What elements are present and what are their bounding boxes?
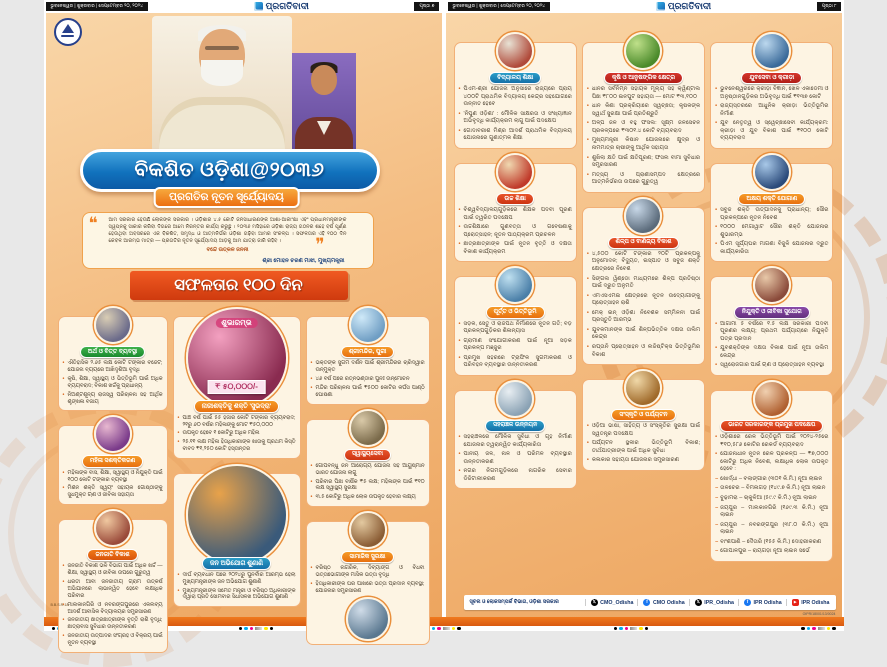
masthead-strip bbox=[44, 0, 844, 13]
bullet-item: • ସଡ଼କ, ସେତୁ ଓ ରାଜପଥ ନିର୍ମାଣରେ ନୂତନ ଗତି; ବଡ଼ ପ୍ରକଳ୍ପଗୁଡ଼ିକର ଶିଳାନ୍ୟାସ bbox=[459, 321, 572, 336]
bullet-item: • ଉଚ୍ଚଶିକ୍ଷାରେ ଗୁଣବତ୍ତା ଓ ଗବେଷଣାକୁ ପ୍ରୋତ୍ସାହନ; ନୂତନ ପାଠ୍ୟକ୍ରମ ପ୍ରଚଳନ bbox=[459, 224, 572, 239]
social-badge bbox=[637, 599, 684, 606]
odisha-emblem-icon bbox=[54, 18, 82, 46]
main-title-banner: ବିକଶିତ ଓଡ଼ିଶା@୨୦୩୬ bbox=[80, 149, 380, 192]
hundred-days-banner: ସଫଳତାର ୧୦୦ ଦିନ bbox=[130, 271, 348, 300]
bullet-item: • ଛାତ୍ରଛାତ୍ରୀଙ୍କ ପାଇଁ ନୂତନ ବୃତ୍ତି ଓ ଦକ୍ଷତା ବିକାଶ କାର୍ଯ୍ୟକ୍ରମ bbox=[459, 241, 572, 256]
bullet-item: • ଧରତୀ ଆବା ଜନଜାତୀୟ ଗ୍ରାମ ଉତ୍କର୍ଷ ଅଭିଯାନରେ ଲାଭାନ୍ୱିତ ହେବେ ଲକ୍ଷାଧିକ ପରିବାର bbox=[63, 579, 163, 600]
bullet-item: • ବିଶ୍ୱବିଦ୍ୟାଳୟଗୁଡ଼ିକରେ ଶିକ୍ଷକ ପଦବୀ ପୂରଣ ପାଇଁ ତ୍ୱରିତ ପଦକ୍ଷେପ bbox=[459, 207, 572, 222]
uchha-sikshya-photo bbox=[496, 153, 534, 191]
section-jana-abhijoga bbox=[173, 473, 301, 607]
section-bullets bbox=[311, 360, 425, 398]
date-box: ଭୁବନେଶ୍ୱର | ଶୁକ୍ରବାର | ସେପ୍ଟେମ୍ବର ୨୦, ୨୦୨୪ bbox=[46, 2, 149, 11]
masthead-title: ପ୍ରଗତିବାଦୀ bbox=[266, 1, 309, 12]
section-title: ଉଚ୍ଚ ଶିକ୍ଷା bbox=[496, 193, 533, 205]
bullet-item: • ଧାନ କିଣା ପ୍ରକ୍ରିୟାରେ ସ୍ୱଚ୍ଛତା; କୃଷକଙ୍କ ସ୍ୱାର୍ଥ ସୁରକ୍ଷା ପାଇଁ ପ୍ରତିଶ୍ରୁତି bbox=[587, 103, 700, 118]
section-title: ସ୍ୱାସ୍ଥ୍ୟସେବା bbox=[344, 449, 391, 461]
bullet-item: • ଆଗାମୀ ୫ ବର୍ଷରେ ୧.୫ ଲକ୍ଷ ସରକାରୀ ପଦବୀ ପୂରଣର ଲକ୍ଷ୍ୟ; ପ୍ରଥମ ପର୍ଯ୍ୟାୟରେ ନିଯୁକ୍ତି ପତ୍ର ପ୍ରଦାନ bbox=[715, 321, 828, 344]
section-srimandira-puri bbox=[306, 316, 430, 405]
social-handle: IPR Odisha bbox=[753, 600, 781, 606]
registration-mark-cluster bbox=[614, 627, 649, 631]
section-bullets bbox=[715, 86, 828, 143]
bullet-item: • ମନ୍ଦିର ପରିଚାଳନା ପାଇଁ ₹୫୦୦ କୋଟିର କର୍ପସ ପାଣ୍ଠି ଘୋଷଣା bbox=[311, 385, 425, 399]
section-bullets bbox=[715, 321, 828, 370]
project-item: – ଖୋର୍ଦ୍ଧା – ବଲାଙ୍ଗୀର (୩୦୧ କି.ମି.) ନୂଆ ଲାଇନ bbox=[715, 476, 828, 484]
section-bullets bbox=[459, 86, 572, 143]
section-title: ଯୁବସେବା ଓ କ୍ରୀଡ଼ା bbox=[741, 72, 802, 84]
bullet-item: • ୪,୫୦୦ କୋଟି ଟଙ୍କାର ୨୦ଟି ପ୍ରକଳ୍ପକୁ ଅନୁମୋଦନ; ବିଦ୍ୟୁତ, ଇସ୍ପାତ ଓ ସବୁଜ ଶକ୍ତି କ୍ଷେତ୍ରରେ ନିବେଶ bbox=[587, 251, 700, 274]
bullet-item: • ଯୁବଶକ୍ତିଙ୍କ ଦକ୍ଷତା ବିକାଶ ପାଇଁ ନୂଆ ତାଲିମ କେନ୍ଦ୍ର bbox=[715, 345, 828, 360]
bullet-item: • ପର୍ଯ୍ୟଟନ ସ୍ଥଳୀର ଭିତ୍ତିଭୂମି ବିକାଶ; ତୀର୍ଥଯାତ୍ରୀଙ୍କ ପାଇଁ ଅଧିକ ସୁବିଧା bbox=[587, 440, 700, 455]
section-title: ସଂସ୍କୃତି ଓ ପର୍ଯ୍ୟଟନ bbox=[611, 409, 675, 421]
janajati-bikash-photo bbox=[94, 509, 132, 547]
bullet-item: • ମୁଖ୍ୟମନ୍ତ୍ରୀ କିଷାନ ଯୋଜନାରେ କ୍ଷୁଦ୍ର ଓ ନାମମାତ୍ର ଚାଷୀଙ୍କୁ ଆର୍ଥିକ ସହାୟତା bbox=[587, 137, 700, 152]
section-bullets bbox=[63, 470, 163, 500]
close-quote-icon: ❞ bbox=[315, 237, 324, 254]
section-swasthya-seba bbox=[306, 419, 430, 508]
project-item: – ଜୟପୁର – ନବରଙ୍ଗପୁର (୩୮.୦ କି.ମି.) ନୂଆ ଲାଇନ bbox=[715, 522, 828, 537]
bullet-item: • ଓଡ଼ିଆ ଭାଷା, ସାହିତ୍ୟ ଓ ସଂସ୍କୃତିର ସୁରକ୍ଷା ପାଇଁ ସ୍ୱତନ୍ତ୍ର ପଦକ୍ଷେପ bbox=[587, 423, 700, 438]
section-title: କୃଷି ଓ ଆନୁଷଙ୍ଗିକ କ୍ଷେତ୍ର bbox=[604, 72, 683, 84]
bullet-item: • ଶୁଖିଲା କ୍ଷତି ପାଇଁ କ୍ଷତିପୂରଣ; ଫସଲ ବୀମା ସୁବିଧାର ସମ୍ପ୍ରସାରଣ bbox=[587, 155, 700, 170]
bullet-item: • ମହିଳାଙ୍କ ବାସ, ଶିକ୍ଷା, ସ୍ୱାସ୍ଥ୍ୟ ଓ ନିଯୁକ୍ତି ପାଇଁ ୧୦୦ କୋଟି ଟଙ୍କାର ବ୍ୟବସ୍ଥା bbox=[63, 470, 163, 484]
bidyalaya-sikshya-photo bbox=[496, 32, 534, 70]
masthead-title: ପ୍ରଗତିବାଦୀ bbox=[668, 1, 711, 12]
arch-text: ଶୁଭାରମ୍ଭ bbox=[215, 318, 257, 328]
section-bullets bbox=[311, 463, 425, 501]
social-handle: CMO_Odisha bbox=[600, 600, 633, 606]
project-item: – ତାଳଚେର – ବିମଳାଗଡ଼ (୧୪୯.୭ କି.ମି.) ନୂଆ ଲାଇନ bbox=[715, 485, 828, 493]
masthead-logo-icon bbox=[254, 2, 263, 11]
section-title: ଅକ୍ଷୟ ଶକ୍ତି ଯୋଗାଣ bbox=[738, 193, 805, 205]
bullet-item: • ଭକ୍ତଙ୍କ ସୁଗମ ଦର୍ଶନ ପାଇଁ ଶ୍ରୀମନ୍ଦିରର ଚାରିଦ୍ୱାର ଉନ୍ମୁକ୍ତ bbox=[311, 360, 425, 374]
bullet-item: • 'ନିପୁଣ ଓଡ଼ିଶା' : ମୌଳିକ ସାକ୍ଷରତା ଓ ସଂଖ୍ୟାଜ୍ଞାନ ଅଭିବୃଦ୍ଧି କାର୍ଯ୍ୟକ୍ରମ ଲାଗୁ ପାଇଁ ପଦକ୍ଷେପ bbox=[459, 111, 572, 126]
facebook-icon: f bbox=[744, 599, 751, 606]
samajika-suraksha-photo bbox=[349, 511, 387, 549]
social-badge bbox=[786, 599, 830, 606]
column bbox=[173, 303, 301, 614]
section-silpa-banijya bbox=[582, 207, 705, 365]
print-imprint: B.B.S.R-18 bbox=[51, 603, 69, 607]
section-bidyalaya-sikshya bbox=[454, 42, 577, 149]
bullet-item: • ୩.୫ କୋଟିରୁ ଅଧିକ ଲୋକ ଉପକୃତ ହେବାର ଲକ୍ଷ୍ୟ bbox=[311, 494, 425, 501]
page-number-box: ପୃଷ୍ଠା ୭ bbox=[414, 2, 439, 11]
section-bullets bbox=[715, 207, 828, 256]
column bbox=[306, 303, 430, 614]
krushi-photo bbox=[624, 32, 662, 70]
column bbox=[58, 303, 168, 614]
section-bullets bbox=[459, 434, 572, 483]
bullet-item: • ଐତିହାସିକ ୨.୬୫ ଲକ୍ଷ କୋଟି ଟଙ୍କାର ବଜେଟ; ଯୋଜନା ବ୍ୟୟରେ ଆଖିଦୃଶିଆ ବୃଦ୍ଧି bbox=[63, 360, 163, 374]
bullet-item: • ହିତାଧିକାରୀଙ୍କ ଘର ପାଖରେ ଭତ୍ତା ପ୍ରଦାନ ବ୍ୟବସ୍ଥା; ଯୋଜନାର ସମ୍ପ୍ରସାରଣ bbox=[311, 581, 425, 595]
section-bullets bbox=[311, 565, 425, 595]
registration-mark-cluster bbox=[801, 627, 836, 631]
footer-bar bbox=[464, 595, 836, 610]
bullet-item: • ବରିଷ୍ଠ ନାଗରିକ, ଦିବ୍ୟାଙ୍ଗ ଓ ବିଧବା ଭତ୍ତାଭୋଗୀଙ୍କ ମାସିକ ଭତ୍ତା ବୃଦ୍ଧି bbox=[311, 565, 425, 579]
section-bullets bbox=[587, 423, 700, 465]
print-imprint: OIPR/18001/13/0024 bbox=[803, 612, 836, 616]
bullet-item: • ଯୁବକମାନଙ୍କ ପାଇଁ ଶିଳ୍ପଭିତ୍ତିକ ଦକ୍ଷତା ତାଲିମ କେନ୍ଦ୍ର bbox=[587, 327, 700, 342]
bullet-item: • ଅଳ୍ପ ଜଳ ଓ ବହୁ ଫସଲ: ସୂକ୍ଷ୍ମ ଜଳସେଚନ ପ୍ରକଳ୍ପରେ ₹୩୦୧.୪ କୋଟି ବ୍ୟୟବରାଦ bbox=[587, 120, 700, 135]
bullet-item: • ନଗର ନିଗମଗୁଡ଼ିକରେ ନାଗରିକ ସେବାର ଡିଜିଟାଲୀକରଣ bbox=[459, 468, 572, 483]
x-icon: 𝕏 bbox=[695, 599, 702, 606]
masthead-logo-icon bbox=[656, 2, 665, 11]
sanskruti-paryatana-photo bbox=[624, 369, 662, 407]
left-page-columns bbox=[58, 303, 430, 614]
project-item: – ଜୟପୁର – ମାଲକାନଗିରି (୧୬୯.୩ କି.ମି.) ନୂଆ ଲାଇନ bbox=[715, 505, 828, 520]
bullet-item: • ମେକ୍ ଇନ୍ ଓଡ଼ିଶା ନିବେଶକ ସମ୍ମିଳନୀ ପାଇଁ ପ୍ରସ୍ତୁତି ଆରମ୍ଭ bbox=[587, 310, 700, 325]
bullet-item: • ଧାନର ସର୍ବନିମ୍ନ ସହାୟକ ମୂଲ୍ୟ ସହ କ୍ୱିଣ୍ଟାଲ ପିଛା ₹୮୦୦ ଇନପୁଟ ସହାୟତା — ମୋଟ ₹୩,୧୦୦ bbox=[587, 86, 700, 101]
page-right-header bbox=[448, 0, 842, 13]
section-bullets bbox=[178, 572, 296, 602]
page-left bbox=[46, 13, 442, 617]
bullet-item: • ଗ୍ରାମୀଣ ସଂଯୋଗୀକରଣ ପାଇଁ ନୂଆ ସଡ଼କ ପ୍ରକଳ୍ପ ମଞ୍ଜୁର bbox=[459, 338, 572, 353]
bullet-item: • ପିଏମ ସୂର୍ଯ୍ୟଘର ମାଗଣା ବିଜୁଳି ଯୋଜନାର ଦ୍ରୁତ କାର୍ଯ୍ୟକାରିତା bbox=[715, 241, 828, 256]
bullet-item: • ସବୁଜ ଶକ୍ତି ଉତ୍ପାଦନକୁ ପ୍ରାଧାନ୍ୟ; ସୌର ପ୍ରକଳ୍ପରେ ନୂତନ ନିବେଶ bbox=[715, 207, 828, 222]
section-bullets bbox=[587, 86, 700, 187]
social-handle: IPR_Odisha bbox=[704, 600, 734, 606]
bullet-item: • କୃଷି, ଶିକ୍ଷା, ସ୍ୱାସ୍ଥ୍ୟ ଓ ଭିତ୍ତିଭୂମି ପାଇଁ ଅଧିକ ବ୍ୟୟବରାଦ; ବିକାଶ ଖର୍ଚ୍ଚକୁ ପ୍ରାଧାନ୍ୟ bbox=[63, 376, 163, 390]
section-title: ନିଯୁକ୍ତି ଓ ଜୀବିକା ସୁଯୋଗ bbox=[734, 306, 810, 318]
bullet-item: • ଜନଜାତୀୟ ଛାତ୍ରଛାତ୍ରୀଙ୍କ ବୃତ୍ତି ରାଶି ବୃଦ୍ଧି; ଛାତ୍ରାବାସ ସୁବିଧାର ଉନ୍ନତୀକରଣ bbox=[63, 617, 163, 631]
project-item: – ବୁଢ଼ାମରା – ଚାକୁଳିଆ (୫୯.୯ କି.ମି.) ନୂଆ ଲାଇନ bbox=[715, 495, 828, 503]
right-page-columns bbox=[454, 29, 834, 603]
section-bullets bbox=[459, 207, 572, 256]
section-title: ଶିଳ୍ପ ଓ ବାଣିଜ୍ୟ ବିକାଶ bbox=[608, 237, 680, 249]
bullet-item: • ମିଶନ ଶକ୍ତି ସ୍ୱୟଂ ସହାୟକ ଗୋଷ୍ଠୀଙ୍କୁ ସୁଧମୁକ୍ତ ଋଣ ଓ ଜୀବିକା ସହାୟତା bbox=[63, 485, 163, 499]
bullet-item: • ଯୁବ ନେତୃତ୍ୱ ଓ ସ୍ୱେଚ୍ଛାସେବୀ କାର୍ଯ୍ୟକ୍ରମ: କ୍ରୀଡ଼ା ଓ ଯୁବ ବିକାଶ ପାଇଁ ₹୧୦୦ କୋଟି ବ୍ୟୟବରାଦ bbox=[715, 120, 828, 143]
section-bullets bbox=[178, 415, 296, 453]
bullet-item: • ପ୍ରମୁଖ ସହରରେ ଟ୍ରାଫିକ ସୁଗମୀକରଣ ଓ ପରିବହନ ବ୍ୟବସ୍ଥାର ଉନ୍ନତୀକରଣ bbox=[459, 355, 572, 370]
section-bullets bbox=[587, 251, 700, 359]
swasthya-seba-photo bbox=[349, 409, 387, 447]
section-bullets bbox=[459, 321, 572, 370]
social-handle: CMO Odisha bbox=[653, 600, 685, 606]
section-title: ଜନ ଅଭିଯୋଗ ଶୁଣାଣି bbox=[202, 557, 271, 570]
newspaper-spread bbox=[44, 0, 844, 631]
column bbox=[454, 29, 577, 603]
bullet-item: • ସିଙ୍ଗଲ ୱିଣ୍ଡୋ ମାଧ୍ୟମରେ ଶିଳ୍ପ ପ୍ରତିଷ୍ଠା ପାଇଁ ଦ୍ରୁତ ଅନୁମତି bbox=[587, 276, 700, 291]
bullet-item: • ଜନଜାତୀୟ ଉତ୍ପାଦର ସଂଗ୍ରହ ଓ ବିକ୍ରୟ ପାଇଁ ନୂତନ ବ୍ୟବସ୍ଥା bbox=[63, 633, 163, 647]
section-bharat-sarkar bbox=[710, 390, 833, 562]
section-title: ଜନଜାତି ବିକାଶ bbox=[87, 549, 137, 561]
section-title: ସାମାଜିକ ସୁରକ୍ଷା bbox=[341, 551, 393, 563]
bullet-item: • ମୁଖ୍ୟମନ୍ତ୍ରୀଙ୍କ ସମେତ ମନ୍ତ୍ରୀ ଓ ବରିଷ୍ଠ ଅଧିକାରୀଙ୍କ ଦ୍ୱାରା ପ୍ରତି ସୋମବାର ସିଧାସଳଖ ଅଭିଯୋଗ ଶୁଣାଣି bbox=[178, 588, 296, 602]
section-title: ମହିଳା ସଶକ୍ତିକରଣ bbox=[82, 455, 143, 467]
section-bullets bbox=[63, 360, 163, 405]
bullet-item: • ଓଡ଼ିଶାରେ ରେଳ ଭିତ୍ତିଭୂମି ପାଇଁ ୨୦୨୪-୨୫ରେ ₹୧୦,୫୮୬ କୋଟିର ରେକର୍ଡ ବ୍ୟୟବରାଦ bbox=[715, 434, 828, 449]
section-mahila-sashaktikarana bbox=[58, 425, 168, 505]
project-item: – ବାଂଶପାଣି – ଦୈତାରି (୧୫୫ କି.ମି.) ଦୋହରୀକରଣ bbox=[715, 539, 828, 547]
cm-quote-box bbox=[82, 212, 374, 269]
section-artha-bitta bbox=[58, 316, 168, 411]
social-badges bbox=[585, 599, 830, 606]
youtube-icon: ▶ bbox=[792, 599, 799, 606]
social-badge bbox=[689, 599, 734, 606]
bullet-item: • ଏମଏସଏମଇ କ୍ଷେତ୍ରରେ ନୂତନ ଉଦ୍ୟୋଗୀଙ୍କୁ ପ୍ରୋତ୍ସାହନ ରାଶି bbox=[587, 293, 700, 308]
quote-text: ଆମ ସରକାର ହେଉଛି ଲୋକଙ୍କ ସରକାର । ଓଡ଼ିଶାର ୪.୫ କୋଟି ଜନସାଧାରଣଙ୍କ ଆଶା-ଆକାଂକ୍ଷା ଏବଂ ପ୍ରଧାନମନ୍ତ୍ରୀଙ୍କ ସ୍ୱପ୍ନକୁ ସାକାର କରିବା ଦିଗରେ ଆମେ ନିରନ୍ତର କାର୍ଯ୍ୟ କରୁଛୁ । ୨୦୩୬ ମସିହାରେ ଓଡ଼ିଶା ରାଜ୍ୟ ଗଠନର ଶହେ ବର୍ଷ ପୂର୍ଣ୍ଣ ହେଉଥିବା ଅବସରରେ ଏକ ବିକଶିତ, ସମୃଦ୍ଧ ଓ ଆତ୍ମନିର୍ଭର ଓଡ଼ିଶା ଗଢ଼ିବା ଆମର ସଂକଳ୍ପ । ସଫଳତାର ଏହି ୧୦୦ ଦିନ କେବଳ ଆରମ୍ଭ ମାତ୍ର — ପ୍ରଗତିର ନୂତନ ସୂର୍ଯ୍ୟୋଦୟ ଆଡ଼କୁ ଆମ ଯାତ୍ରା ଜାରି ରହିବ । bbox=[109, 217, 347, 246]
section-title: ଅର୍ଥ ଓ ବିତ୍ତ ବ୍ୟବସ୍ଥା bbox=[80, 346, 145, 358]
subtitle-banner: ପ୍ରଗତିର ନୂତନ ସୂର୍ଯ୍ୟୋଦୟ bbox=[153, 187, 300, 208]
column bbox=[710, 29, 833, 603]
bullet-item: • ସ୍ୱରୋଜଗାର ପାଇଁ ଋଣ ଓ ପ୍ରୋତ୍ସାହନ ବ୍ୟବସ୍ଥା bbox=[715, 362, 828, 370]
page-number-box: ପୃଷ୍ଠା ୮ bbox=[817, 2, 842, 11]
section-subhadra bbox=[173, 316, 301, 459]
bullet-item: • ପାଞ୍ଚ ବର୍ଷ ପାଇଁ ୫୫ ହଜାର କୋଟି ଟଙ୍କାର ବ୍ୟୟବରାଦ; ୨୧ରୁ ୬୦ ବର୍ଷର ମହିଳାଙ୍କୁ ମୋଟ ₹୫୦,୦୦୦ bbox=[178, 415, 296, 429]
section-krushi bbox=[582, 42, 705, 193]
quote-attribution: ଶ୍ରୀ ମୋହନ ଚରଣ ମାଝୀ, ମୁଖ୍ୟମନ୍ତ୍ରୀ bbox=[262, 258, 344, 265]
bullet-item: • କଳାକାର ସହାୟତା ଯୋଜନାର ସମ୍ପ୍ରସାରଣ bbox=[587, 457, 700, 465]
section-bullets bbox=[63, 563, 163, 647]
bharat-sarkar-photo bbox=[753, 380, 791, 418]
section-title: ପୂର୍ତ୍ତ ଓ ଭିତ୍ତିଭୂମି bbox=[486, 306, 545, 318]
srimandira-puri-photo bbox=[349, 306, 387, 344]
social-badge bbox=[738, 599, 782, 606]
section-title: ଶ୍ରୀମନ୍ଦିର, ପୁରୀ bbox=[341, 346, 395, 358]
bullet-item: • ୧୦୦୦ ମେଗାୱାଟ ସୌର ଶକ୍ତି ଯୋଜନାର ଶୁଭାରମ୍ଭ bbox=[715, 224, 828, 239]
jana-abhijoga-photo bbox=[186, 464, 288, 566]
column bbox=[582, 29, 705, 603]
social-badge bbox=[585, 599, 634, 606]
bullet-item: • ଯୋଜନାଧୀନ ନୂତନ ରେଳ ପ୍ରକଳ୍ପ — ₹୭,୦୦୦ କୋଟିରୁ ଅଧିକ ନିବେଶ, ଲକ୍ଷାଧିକ ଲୋକ ଉପକୃତ ହେବେ : bbox=[715, 451, 828, 474]
department-label: ସୂଚନା ଓ ଲୋକସମ୍ପର୍କ ବିଭାଗ, ଓଡ଼ିଶା ସରକାର bbox=[470, 599, 559, 606]
subhadra-photo bbox=[186, 307, 288, 409]
cm-majhi-photo bbox=[292, 53, 356, 163]
bullet-item: • ରପ୍ତାନି ପ୍ରୋତ୍ସାହନ ଓ ଲଜିଷ୍ଟିକ୍ସ ଭିତ୍ତିଭୂମିର ବିକାଶ bbox=[587, 344, 700, 359]
section-title: ସହରାଞ୍ଚଳ ଉନ୍ନୟନ bbox=[485, 420, 545, 432]
pm-modi-photo bbox=[152, 16, 292, 163]
cheque-text: ₹ ୫୦,୦୦୦/- bbox=[207, 380, 266, 394]
bullet-item: • ସହରାଞ୍ଚଳରେ ମୌଳିକ ସୁବିଧା ଓ ଗୃହ ନିର୍ମାଣ ଯୋଜନାର ତ୍ୱରାନ୍ୱିତ କାର୍ଯ୍ୟକାରିତା bbox=[459, 434, 572, 449]
section-akshaya-shakti bbox=[710, 163, 833, 262]
project-item: – ଗୋପାଳପୁର – ରାୟଗଡ଼ା ନୂଆ ଲାଇନ ସର୍ଭେ bbox=[715, 548, 828, 556]
social-handle: IPR Odisha bbox=[801, 600, 829, 606]
masthead bbox=[656, 1, 711, 12]
bullet-item: • ପରିବାର ପିଛା ବାର୍ଷିକ ₹୫ ଲକ୍ଷ; ମହିଳାଙ୍କ ପାଇଁ ₹୧୦ ଲକ୍ଷ ସ୍ୱାସ୍ଥ୍ୟ ସୁରକ୍ଷା bbox=[311, 479, 425, 493]
section-yubaseba-krida bbox=[710, 42, 833, 149]
section-saharanchal-unnayan bbox=[454, 390, 577, 489]
silpa-banijya-photo bbox=[624, 197, 662, 235]
bullet-item: • ୨୫.୧୧ ଲକ୍ଷ ମହିଳା ହିତାଧିକାରୀଙ୍କ ଖାତାକୁ ପ୍ରଥମ କିସ୍ତି ବାବଦ ₹୧,୨୫୦ କୋଟି ହସ୍ତାନ୍ତର bbox=[178, 439, 296, 453]
registration-mark-cluster bbox=[239, 627, 274, 631]
bullet-item: • ନିଅଣ୍ଟଶୂନ୍ୟ ରାଜସ୍ୱ ପରିଚାଳନା ସହ ଆର୍ଥିକ ଶୃଙ୍ଖଳା ବଜାୟ bbox=[63, 392, 163, 406]
section-title: ବିଦ୍ୟାଳୟ ଶିକ୍ଷା bbox=[489, 72, 541, 84]
section-uchha-sikshya bbox=[454, 163, 577, 262]
bhittibhumi-photo bbox=[496, 266, 534, 304]
bullet-item: • ଦୀର୍ଘ ବ୍ୟବଧାନ ପରେ ୨୦୨୪ରୁ ପୁନର୍ବାର ଆରମ୍ଭ ହେଲା ମୁଖ୍ୟମନ୍ତ୍ରୀଙ୍କ ଜନ ଅଭିଯୋଗ ଶୁଣାଣି bbox=[178, 572, 296, 586]
section-samajika-suraksha bbox=[306, 521, 430, 645]
bullet-item: • ଉପକୃତ ହେବେ ୧ କୋଟିରୁ ଅଧିକ ମହିଳା bbox=[178, 430, 296, 437]
akshaya-shakti-photo bbox=[753, 153, 791, 191]
bullet-item: • ଜନଜାତି ବିକାଶ ଭଳି ବିଭାଗ ପାଇଁ ଅଧିକ ଖର୍ଚ୍ଚ — ଶିକ୍ଷା, ସ୍ୱାସ୍ଥ୍ୟ ଓ ଜୀବିକା ଉପରେ ଗୁରୁତ୍ୱ bbox=[63, 563, 163, 577]
bullet-item: • ରାଜ୍ୟସ୍ତରରେ ଆଧୁନିକ କ୍ରୀଡ଼ା ଭିତ୍ତିଭୂମିର ନିର୍ମାଣ bbox=[715, 103, 828, 118]
quote-signoff: ବନ୍ଦେ ଉତ୍କଳ ଜନନୀ bbox=[109, 247, 347, 254]
x-icon: 𝕏 bbox=[591, 599, 598, 606]
facebook-icon: f bbox=[643, 599, 650, 606]
section-nijukti-jibika bbox=[710, 276, 833, 375]
masthead bbox=[254, 1, 309, 12]
bullet-item: • ଗୋପବନ୍ଧୁ ଜନ ଆରୋଗ୍ୟ ଯୋଜନା ସହ ଆୟୁଷ୍ମାନ ଭାରତ ଯୋଜନା ଲାଗୁ bbox=[311, 463, 425, 477]
artha-bitta-photo bbox=[94, 306, 132, 344]
yubaseba-krida-photo bbox=[753, 32, 791, 70]
section-bhittibhumi bbox=[454, 276, 577, 375]
date-box: ଭୁବନେଶ୍ୱର | ଶୁକ୍ରବାର | ସେପ୍ଟେମ୍ବର ୨୦, ୨୦୨୪ bbox=[448, 2, 551, 11]
page-left-header bbox=[46, 0, 440, 13]
project-list bbox=[715, 476, 828, 556]
registration-mark-cluster bbox=[426, 627, 461, 631]
section-title: ନାରୀଶକ୍ତିକୁ ଶକ୍ତି 'ସୁଭଦ୍ରା' bbox=[194, 400, 279, 413]
page-right bbox=[446, 13, 842, 617]
section-title: ଭାରତ ସରକାରଙ୍କ ପ୍ରମୁଖ ପଦକ୍ଷେପ bbox=[720, 420, 823, 432]
open-quote-icon: ❝ bbox=[89, 216, 98, 233]
saharanchal-unnayan-photo bbox=[496, 380, 534, 418]
bullet-item: • ମତ୍ସ୍ୟ ଓ ପ୍ରାଣୀସମ୍ପଦ କ୍ଷେତ୍ରରେ ଆତ୍ମନିର୍ଭରତା ଉପରେ ଗୁରୁତ୍ୱ bbox=[587, 172, 700, 187]
section-janajati-bikash bbox=[58, 519, 168, 653]
bullet-item: • ମାଲକାନଗିରି ଓ ନବରଙ୍ଗପୁରରେ ଏକଲବ୍ୟ ଆଦର୍ଶ ଆବାସିକ ବିଦ୍ୟାଳୟର ସମ୍ପ୍ରସାରଣ bbox=[63, 602, 163, 616]
nijukti-jibika-photo bbox=[753, 266, 791, 304]
samajika-suraksha-photo-bottom bbox=[346, 597, 390, 641]
mahila-sashaktikarana-photo bbox=[94, 415, 132, 453]
bullet-item: • ଭୁବନେଶ୍ୱରରେ କ୍ରୀଡ଼ା ବିଜ୍ଞାନ, ଖେଳ ଏକାଡେମୀ ଓ ଅନୁଷ୍ଠାନଗୁଡ଼ିକର ଅଭିବୃଦ୍ଧି ପାଇଁ ₹୧୩୭ କୋଟି bbox=[715, 86, 828, 101]
section-bullets bbox=[715, 434, 828, 474]
bullet-item: • ପିଏମ-ଶ୍ରୀ ଯୋଜନା ଅନୁସାରେ ରାଜ୍ୟରେ ପ୍ରାୟ ୪୦୦ଟି ପ୍ରାଥମିକ ବିଦ୍ୟାଳୟ କେନ୍ଦ୍ର ସହଯୋଗରେ ଉନ୍ନୀତ ହେବେ bbox=[459, 86, 572, 109]
section-sanskruti-paryatana bbox=[582, 379, 705, 471]
bullet-item: • ପାନୀୟ ଜଳ, ନାଳ ଓ ପରିମଳ ବ୍ୟବସ୍ଥାର ଉନ୍ନତୀକରଣ bbox=[459, 451, 572, 466]
bullet-item: • ଗୋଦାବରୀଶ ମିଶ୍ର ଆଦର୍ଶ ପ୍ରାଥମିକ ବିଦ୍ୟାଳୟ ଯୋଜନାରେ ଗୁଣାତ୍ମକ ଶିକ୍ଷା bbox=[459, 128, 572, 143]
bullet-item: • ୪୬ ବର୍ଷ ପରେ ରତ୍ନଭଣ୍ଡାର ପୁନଃ ଉନ୍ମୋଚନ bbox=[311, 376, 425, 383]
